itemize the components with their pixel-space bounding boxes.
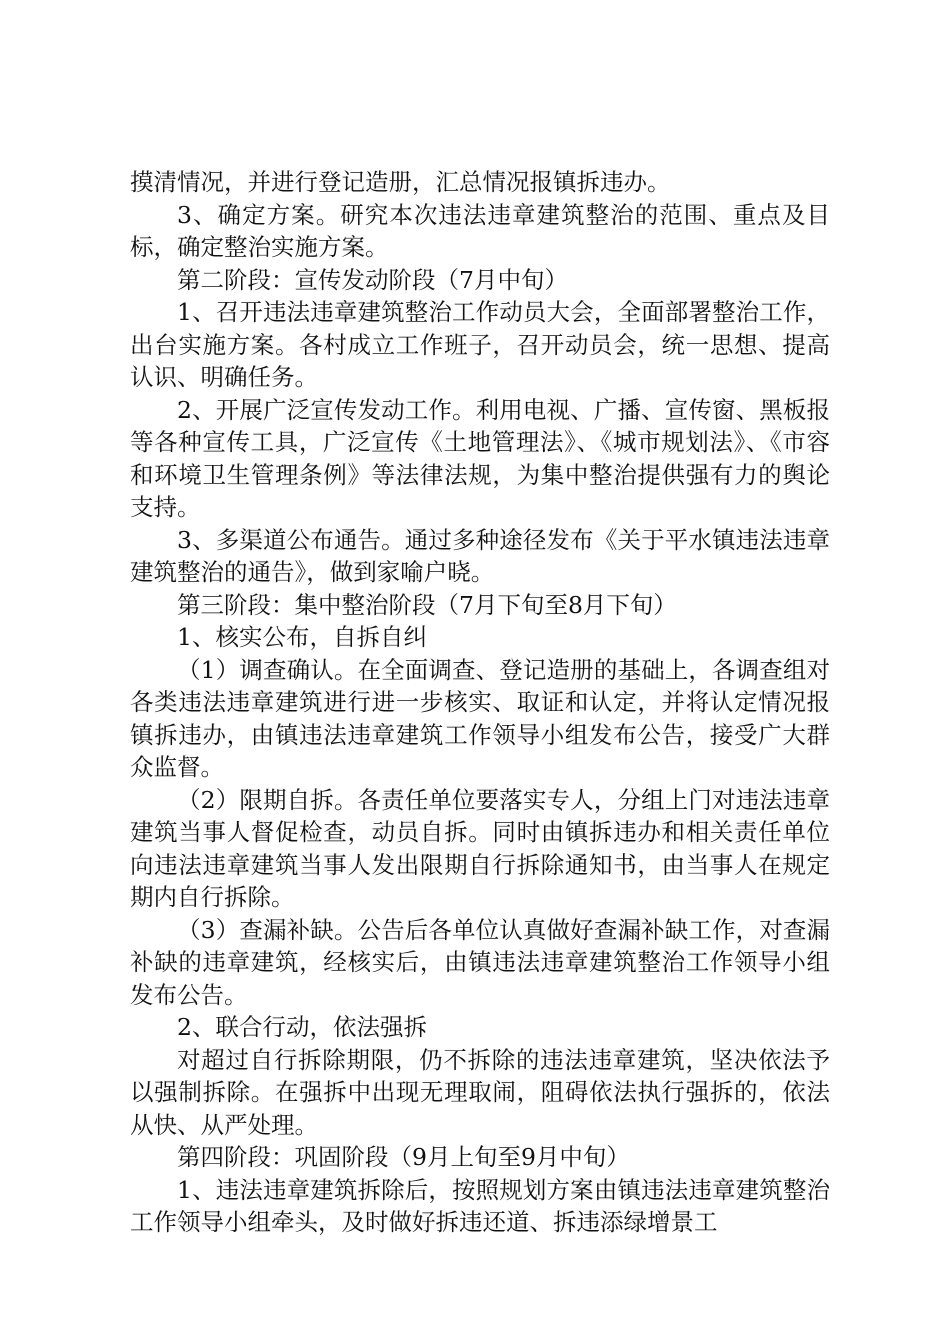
paragraph-item-2-publicity: 2、开展广泛宣传发动工作。利用电视、广播、宣传窗、黑板报等各种宣传工具，广泛宣传《土地管理法》、《城市规划法》、《市容和环境卫生管理条例》等法律法规，为集中整治提供强有力的舆论支持。 — [130, 395, 830, 521]
paragraph-sub-1-investigate: （1）调查确认。在全面调查、登记造册的基础上，各调查组对各类违法违章建筑进行进一步核实、取证和认定，并将认定情况报镇拆违办，由镇违法违章建筑工作领导小组发布公告，接受广大群众监督。 — [130, 655, 830, 781]
document-body — [130, 166, 830, 1239]
paragraph-item-1-meeting: 1、召开违法违章建筑整治工作动员大会，全面部署整治工作，出台实施方案。各村成立工作班子，召开动员会，统一思想、提高认识、明确任务。 — [130, 298, 830, 391]
subheading-verify-publish: 1、核实公布，自拆自纠 — [177, 623, 427, 651]
section-heading-stage-3: 第三阶段：集中整治阶段（7月下旬至8月下旬） — [177, 590, 677, 619]
subheading-joint-action: 2、联合行动，依法强拆 — [177, 1013, 427, 1041]
paragraph-sub-3-check: （3）查漏补缺。公告后各单位认真做好查漏补缺工作，对查漏补缺的违章建筑，经核实后，由镇违法违章建筑整治工作领导小组发布公告。 — [130, 915, 830, 1009]
section-heading-stage-2: 第二阶段：宣传发动阶段（7月中旬） — [177, 265, 568, 294]
paragraph-item-1-consolidate: 1、违法违章建筑拆除后，按照规划方案由镇违法违章建筑整治工作领导小组牵头，及时做好拆违还道、拆违添绿增景工 — [130, 1175, 830, 1236]
paragraph-item-3-plan: 3、确定方案。研究本次违法违章建筑整治的范围、重点及目标，确定整治实施方案。 — [130, 200, 830, 261]
paragraph-forced-demolition: 对超过自行拆除期限，仍不拆除的违法违章建筑，坚决依法予以强制拆除。在强拆中出现无理取闹，阻碍依法执行强拆的，依法从快、从严处理。 — [130, 1045, 830, 1139]
paragraph-item-3-notice: 3、多渠道公布通告。通过多种途径发布《关于平水镇违法违章建筑整治的通告》，做到家喻户晓。 — [130, 525, 830, 586]
paragraph-continued: 摸清情况，并进行登记造册，汇总情况报镇拆违办。 — [130, 168, 671, 196]
section-heading-stage-4: 第四阶段：巩固阶段（9月上旬至9月中旬） — [177, 1143, 630, 1171]
paragraph-sub-2-deadline: （2）限期自拆。各责任单位要落实专人，分组上门对违法违章建筑当事人督促检查，动员自拆。同时由镇拆违办和相关责任单位向违法违章建筑当事人发出限期自行拆除通知书，由当事人在规定期内自行拆除。 — [130, 785, 830, 911]
